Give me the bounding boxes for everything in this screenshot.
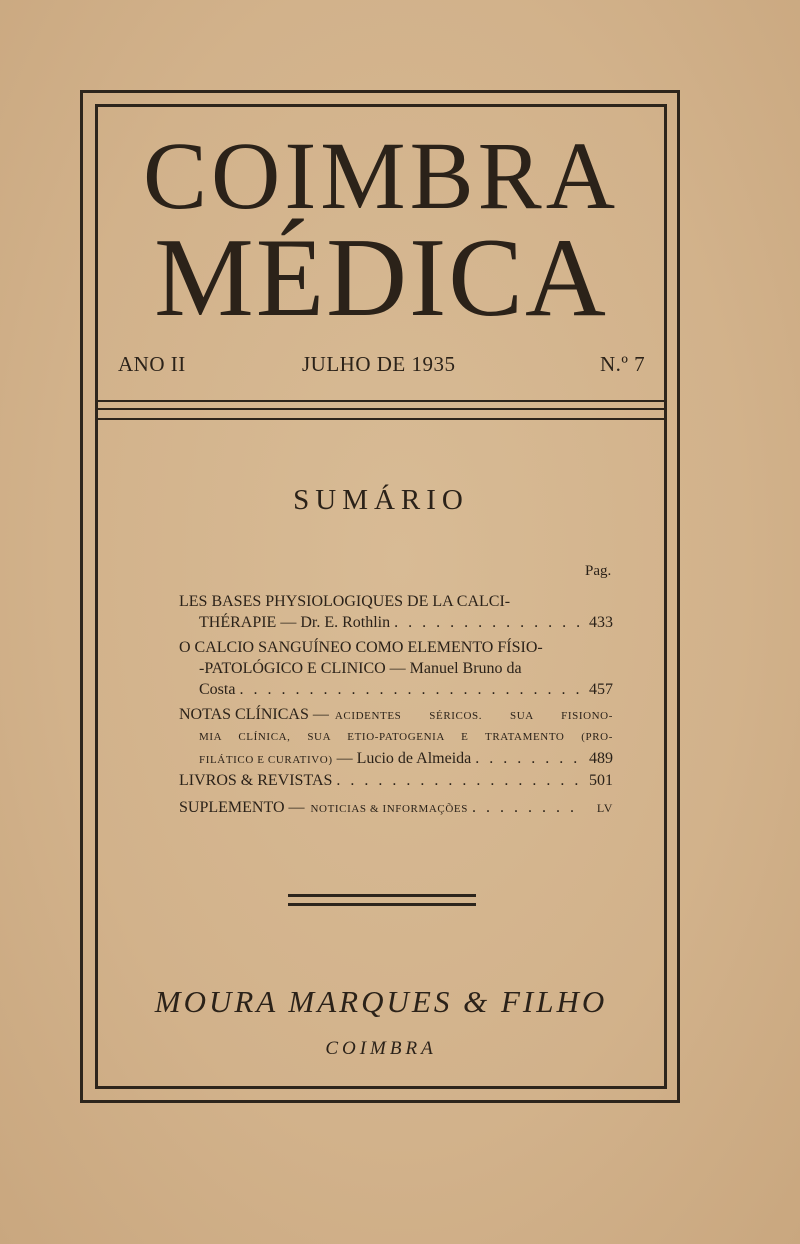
toc-entry-title: LIVROS & REVISTAS (179, 772, 333, 789)
publisher-name: MOURA MARQUES & FILHO (154, 984, 608, 1019)
dot-leader (475, 748, 583, 769)
divider (98, 418, 664, 420)
toc-entry-author: Costa (199, 681, 236, 698)
toc-entry-title-cont: -PATOLÓGICO E CLINICO — Manuel Bruno da (199, 660, 522, 677)
toc-entry-page: 489 (589, 750, 613, 767)
publisher-city: COIMBRA (325, 1038, 437, 1059)
toc-entry-page: 501 (589, 772, 613, 789)
toc-entry-title: NOTAS CLÍNICAS — (179, 706, 329, 723)
toc-entry (179, 704, 613, 771)
toc-entry-author: THÉRAPIE — Dr. E. Rothlin (199, 614, 391, 631)
dot-leader (336, 770, 583, 791)
summary-heading: SUMÁRIO (293, 484, 469, 516)
issue-number: N.º 7 (600, 352, 646, 376)
journal-title-line1: COIMBRA (142, 122, 620, 229)
toc-entry-subtitle-end: FILÁTICO E CURATIVO) (199, 754, 333, 766)
divider (98, 400, 664, 402)
toc-entry-title: SUPLEMENTO — (179, 799, 305, 816)
toc-entry-title: O CALCIO SANGUÍNEO COMO ELEMENTO FÍSIO- (179, 639, 543, 656)
toc-entry-title: LES BASES PHYSIOLOGIQUES DE LA CALCI- (179, 593, 511, 610)
issue-date: JULHO DE 1935 (302, 352, 456, 376)
issue-year: ANO II (118, 352, 186, 376)
toc-entry (179, 770, 613, 791)
ornamental-rule (288, 903, 476, 906)
dot-leader (394, 612, 583, 633)
divider (98, 408, 664, 410)
toc-entry (179, 637, 613, 700)
toc-entry-author: — Lucio de Almeida (336, 750, 472, 767)
toc-entry-subtitle: ACIDENTES SÉRICOS. SUA FISIONO- (334, 710, 613, 722)
toc-entry-subtitle-cont: MIA CLÍNICA, SUA ETIO-PATOGENIA E TRATAMENTO (PRO- (199, 731, 613, 743)
page-column-label: Pag. (585, 563, 612, 579)
dot-leader (239, 679, 583, 700)
dot-leader (472, 797, 583, 818)
toc-entry-page: LV (596, 801, 613, 815)
ornamental-rule (288, 894, 476, 897)
journal-title-line2: MÉDICA (154, 216, 608, 340)
toc-entry-page: 433 (589, 614, 613, 631)
toc-entry (179, 591, 613, 633)
toc-entry-subtitle: NOTICIAS & INFORMAÇÕES (310, 803, 468, 815)
toc-entry-page: 457 (589, 681, 613, 698)
toc-entry (179, 797, 613, 820)
